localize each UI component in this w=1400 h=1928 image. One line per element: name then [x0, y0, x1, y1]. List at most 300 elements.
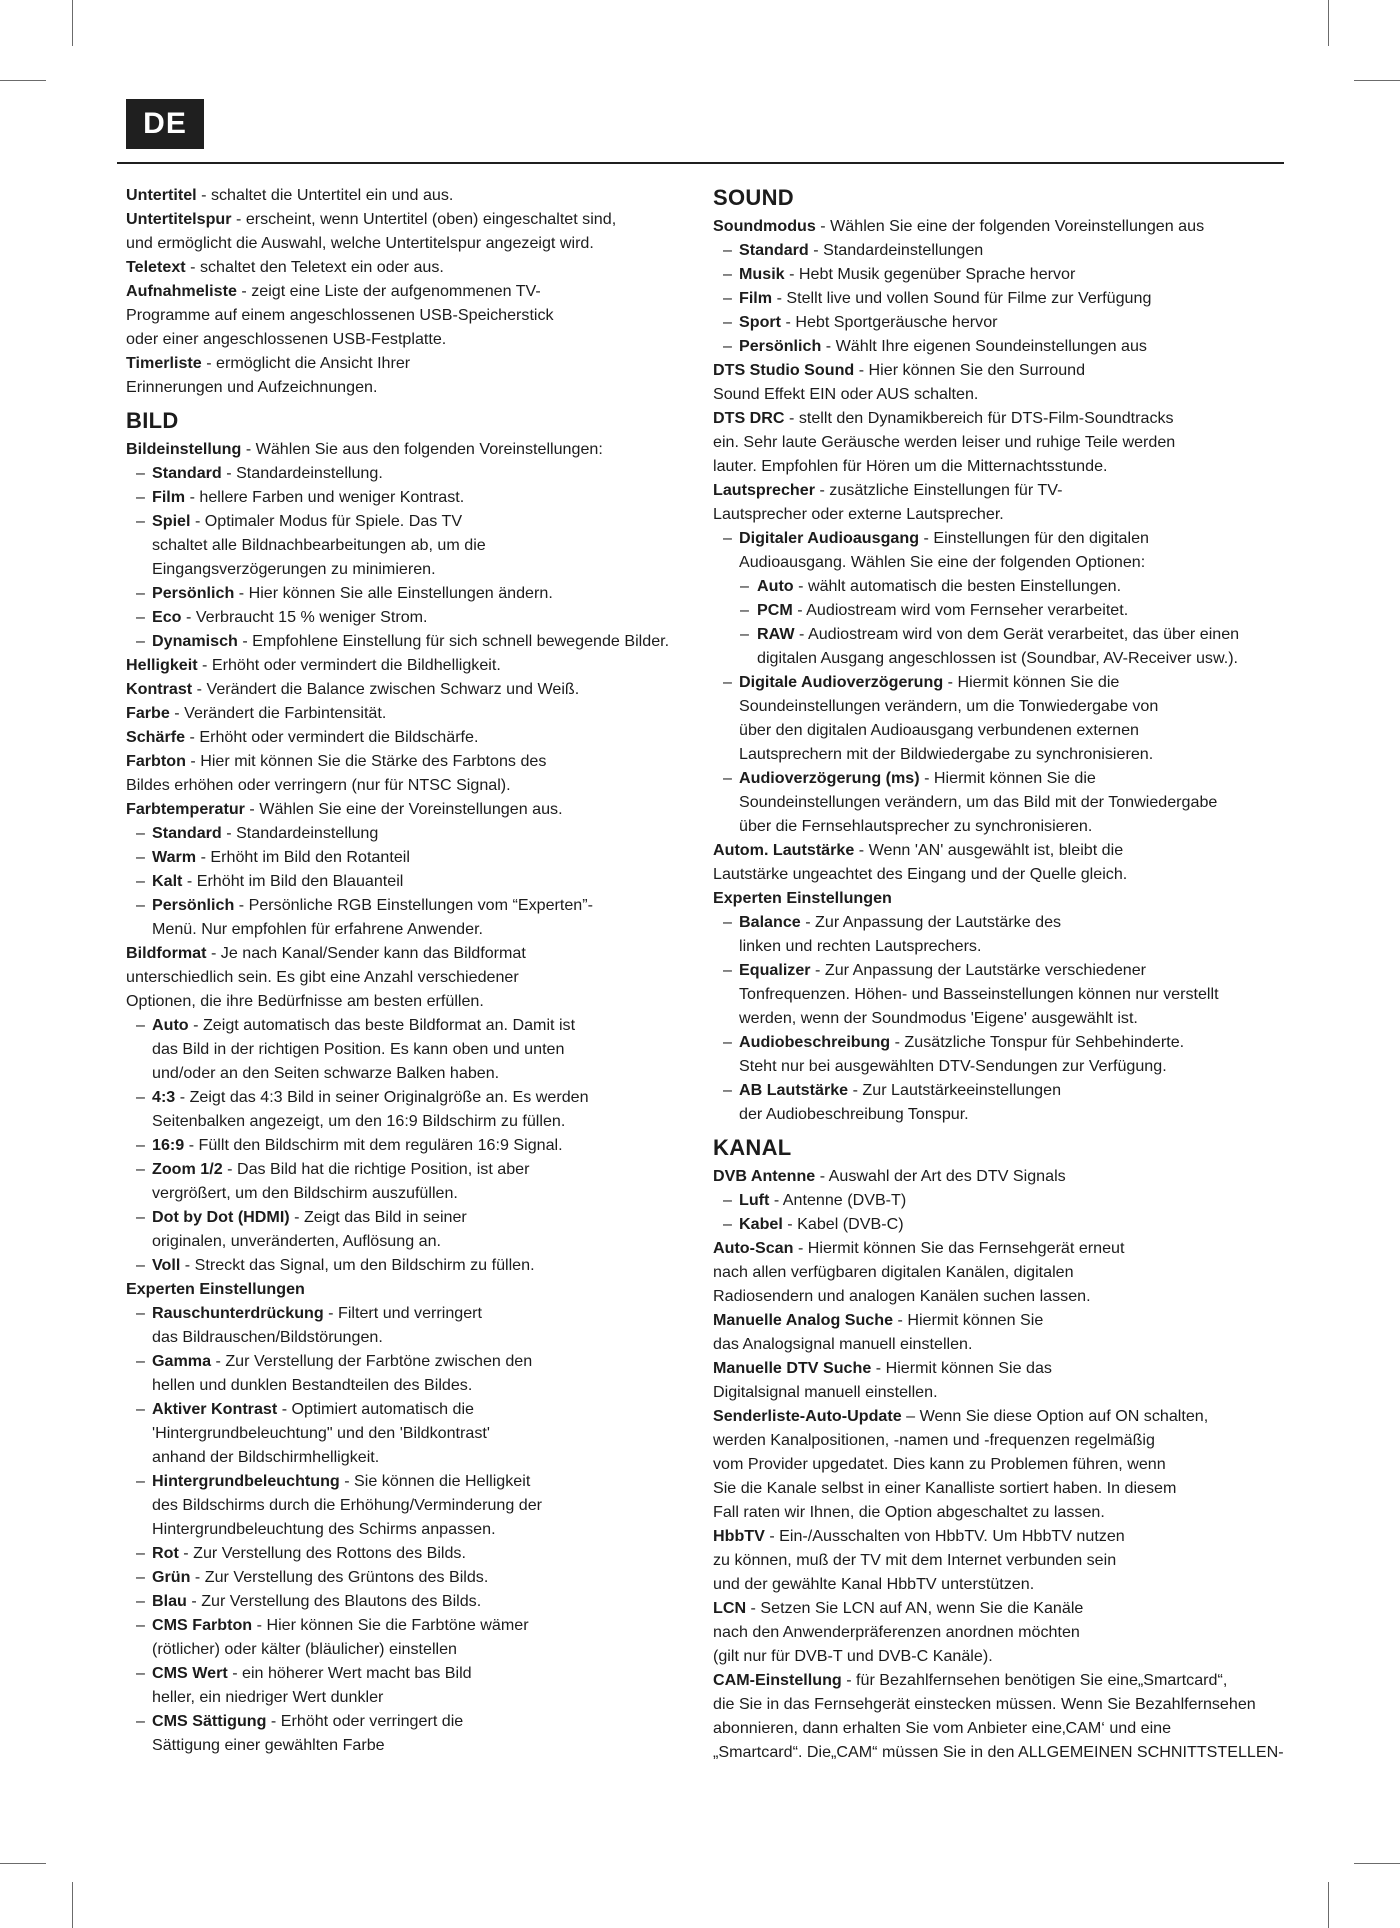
description: - Je nach Kanal/Sender kann das Bildformat: [206, 944, 526, 962]
text-line: [713, 1428, 1284, 1452]
description: Lautsprecher oder externe Lautsprecher.: [713, 505, 1004, 523]
list-item-continuation: [126, 557, 669, 581]
text-line: [126, 279, 669, 303]
term: Luft: [739, 1191, 770, 1209]
list-item: [126, 893, 669, 917]
description: Sound Effekt EIN oder AUS schalten.: [713, 385, 979, 403]
description: - Standardeinstellungen: [808, 241, 984, 259]
description: 'Hintergrundbeleuchtung" und den 'Bildkontrast': [152, 1424, 490, 1442]
term: Experten Einstellungen: [126, 1280, 305, 1298]
term: Untertitelspur: [126, 210, 232, 228]
term: Kabel: [739, 1215, 783, 1233]
text-line: [126, 773, 669, 797]
description: Tonfrequenzen. Höhen- und Basseinstellungen können nur verstellt: [739, 985, 1219, 1003]
term: DVB Antenne: [713, 1167, 816, 1185]
bild-section: [126, 437, 669, 1757]
text-line: [713, 1452, 1284, 1476]
description: - Hier können Sie die Farbtöne wämer: [252, 1616, 529, 1634]
term: CMS Sättigung: [152, 1712, 267, 1730]
section-heading-sound: SOUND: [713, 185, 794, 210]
description: nach den Anwenderpräferenzen anordnen möchten: [713, 1623, 1080, 1641]
sound-section: [713, 214, 1284, 1126]
term: Auto-Scan: [713, 1239, 794, 1257]
description: Menü. Nur empfohlen für erfahrene Anwender.: [152, 920, 484, 938]
text-line: [713, 1692, 1284, 1716]
text-line: [713, 382, 1284, 406]
list-item: [713, 670, 1284, 694]
text-line: [126, 375, 669, 399]
term: Aufnahmeliste: [126, 282, 237, 300]
text-line: [126, 725, 669, 749]
text-line: [713, 838, 1284, 862]
description: digitalen Ausgang angeschlossen ist (Soundbar, AV-Receiver usw.).: [757, 649, 1239, 667]
list-item: [126, 581, 669, 605]
term: PCM: [757, 601, 793, 619]
description: - Empfohlene Einstellung für sich schnell bewegende Bilder.: [237, 632, 670, 650]
description: - Einstellungen für den digitalen: [919, 529, 1149, 547]
text-line: [713, 1284, 1284, 1308]
description: das Bildrauschen/Bildstörungen.: [152, 1328, 383, 1346]
description: Fall raten wir Ihnen, die Option abgeschaltet zu lassen.: [713, 1503, 1105, 1521]
term: Hintergrundbeleuchtung: [152, 1472, 340, 1490]
description: - Persönliche RGB Einstellungen vom “Experten”-: [234, 896, 593, 914]
text-line: [713, 1500, 1284, 1524]
text-line: [713, 1548, 1284, 1572]
description: Lautstärke ungeachtet des Eingang und der Quelle gleich.: [713, 865, 1128, 883]
term: Musik: [739, 265, 785, 283]
text-line: [713, 1476, 1284, 1500]
term: Standard: [739, 241, 809, 259]
description: (rötlicher) oder kälter (bläulicher) einstellen: [152, 1640, 458, 1658]
description: - Hiermit können Sie: [893, 1311, 1044, 1329]
description: Audioausgang. Wählen Sie eine der folgenden Optionen:: [739, 553, 1146, 571]
description: anhand der Bildschirmhelligkeit.: [152, 1448, 380, 1466]
term: Rauschunterdrückung: [152, 1304, 324, 1322]
description: - Wählen Sie eine der Voreinstellungen aus.: [244, 800, 563, 818]
text-line: [126, 797, 669, 821]
intro-section: [126, 183, 669, 399]
term: Equalizer: [739, 961, 811, 979]
list-item: [126, 509, 669, 533]
list-item-continuation: [713, 790, 1284, 814]
crop-mark: [1328, 1882, 1329, 1928]
description: - Zur Lautstärkeeinstellungen: [848, 1081, 1062, 1099]
term: CAM-Einstellung: [713, 1671, 842, 1689]
list-item: [126, 1205, 669, 1229]
description: - Audiostream wird von dem Gerät verarbeitet, das über einen: [794, 625, 1240, 643]
description: - Zeigt das 4:3 Bild in seiner Originalgröße an. Es werden: [175, 1088, 589, 1106]
text-line: [713, 1404, 1284, 1428]
description: - Hebt Sportgeräusche hervor: [781, 313, 998, 331]
text-line: [713, 1332, 1284, 1356]
description: - Streckt das Signal, um den Bildschirm zu füllen.: [180, 1256, 535, 1274]
description: und/oder an den Seiten schwarze Balken haben.: [152, 1064, 500, 1082]
description: - Hier mit können Sie die Stärke des Farbtons des: [185, 752, 547, 770]
description: - Zur Verstellung des Blautons des Bilds.: [186, 1592, 482, 1610]
description: hellen und dunklen Bestandteilen des Bildes.: [152, 1376, 473, 1394]
term: Farbe: [126, 704, 170, 722]
text-line: [713, 1596, 1284, 1620]
term: Voll: [152, 1256, 181, 1274]
list-item-continuation: [713, 934, 1284, 958]
text-line: [713, 406, 1284, 430]
term: Bildeinstellung: [126, 440, 242, 458]
list-item-continuation: [713, 1054, 1284, 1078]
list-item: [126, 1349, 669, 1373]
term: CMS Farbton: [152, 1616, 253, 1634]
term: Balance: [739, 913, 801, 931]
list-item: [713, 766, 1284, 790]
description: - ein höherer Wert macht bas Bild: [227, 1664, 472, 1682]
description: - wählt automatisch die besten Einstellungen.: [793, 577, 1122, 595]
text-line: [713, 1164, 1284, 1188]
description: - Erhöht oder vermindert die Bildhelligkeit.: [197, 656, 501, 674]
list-item: [713, 910, 1284, 934]
list-item-continuation: [126, 533, 669, 557]
text-line: [126, 1277, 669, 1301]
description: - zusätzliche Einstellungen für TV-: [814, 481, 1063, 499]
description: - Wählen Sie aus den folgenden Voreinstellungen:: [241, 440, 603, 458]
description: - Sie können die Helligkeit: [339, 1472, 531, 1490]
description: Sättigung einer gewählten Farbe: [152, 1736, 385, 1754]
list-item: [126, 1397, 669, 1421]
list-item-continuation: [126, 1109, 669, 1133]
description: Lautsprechern mit der Bildwiedergabe zu synchronisieren.: [739, 745, 1154, 763]
description: über den digitalen Audioausgang verbundenen externen: [739, 721, 1139, 739]
list-item-continuation: [126, 1733, 669, 1757]
text-line: [126, 183, 669, 207]
description: - Erhöht oder vermindert die Bildschärfe.: [185, 728, 479, 746]
term: CMS Wert: [152, 1664, 228, 1682]
crop-mark: [72, 1882, 73, 1928]
description: vergrößert, um den Bildschirm auszufüllen.: [152, 1184, 458, 1202]
list-item: [126, 821, 669, 845]
description: - Verbraucht 15 % weniger Strom.: [181, 608, 428, 626]
description: - Antenne (DVB-T): [769, 1191, 907, 1209]
term: Grün: [152, 1568, 191, 1586]
text-line: [126, 941, 669, 965]
term: Sport: [739, 313, 782, 331]
description: nach allen verfügbaren digitalen Kanälen, digitalen: [713, 1263, 1074, 1281]
text-line: [713, 358, 1284, 382]
list-item: [126, 605, 669, 629]
term: DTS DRC: [713, 409, 785, 427]
description: ein. Sehr laute Geräusche werden leiser und ruhige Teile werden: [713, 433, 1176, 451]
description: - Filtert und verringert: [323, 1304, 483, 1322]
description: - Zur Verstellung des Grüntons des Bilds.: [190, 1568, 489, 1586]
term: Eco: [152, 608, 182, 626]
term: Dynamisch: [152, 632, 238, 650]
term: Blau: [152, 1592, 187, 1610]
list-item: [126, 1085, 669, 1109]
right-column: [713, 184, 1284, 1764]
description: (gilt nur für DVB-T und DVB-C Kanäle).: [713, 1647, 993, 1665]
term: Standard: [152, 464, 222, 482]
description: schaltet alle Bildnachbearbeitungen ab, um die: [152, 536, 486, 554]
text-line: [126, 653, 669, 677]
text-line: [126, 255, 669, 279]
term: Timerliste: [126, 354, 202, 372]
description: die Sie in das Fernsehgerät einstecken müssen. Wenn Sie Bezahlfernsehen: [713, 1695, 1256, 1713]
crop-mark: [0, 1863, 46, 1864]
description: zu können, muß der TV mit dem Internet verbunden sein: [713, 1551, 1117, 1569]
description: - stellt den Dynamikbereich für DTS-Film-Soundtracks: [784, 409, 1174, 427]
term: Kalt: [152, 872, 183, 890]
list-item: [126, 1589, 669, 1613]
list-item: [713, 1188, 1284, 1212]
description: abonnieren, dann erhalten Sie vom Anbieter eine‚CAM‘ und eine: [713, 1719, 1172, 1737]
description: über die Fernsehlautsprecher zu synchronisieren.: [739, 817, 1093, 835]
description: - Setzen Sie LCN auf AN, wenn Sie die Kanäle: [746, 1599, 1084, 1617]
description: - Optimaler Modus für Spiele. Das TV: [190, 512, 463, 530]
description: - Audiostream wird vom Fernseher verarbeitet.: [792, 601, 1129, 619]
description: - Zur Verstellung des Rottons des Bilds.: [178, 1544, 466, 1562]
language-badge: DE: [126, 99, 204, 149]
description: - Standardeinstellung: [221, 824, 379, 842]
list-item: [713, 526, 1284, 550]
term: 4:3: [152, 1088, 176, 1106]
list-item: [713, 598, 1284, 622]
description: Steht nur bei ausgewählten DTV-Sendungen zur Verfügung.: [739, 1057, 1167, 1075]
term: Helligkeit: [126, 656, 198, 674]
kanal-section: [713, 1164, 1284, 1764]
description: - für Bezahlfernsehen benötigen Sie eine„Smartcard“,: [841, 1671, 1228, 1689]
description: unterschiedlich sein. Es gibt eine Anzahl verschiedener: [126, 968, 519, 986]
description: und ermöglicht die Auswahl, welche Untertitelspur angezeigt wird.: [126, 234, 594, 252]
term: Untertitel: [126, 186, 197, 204]
term: Teletext: [126, 258, 186, 276]
list-item: [126, 629, 669, 653]
section-heading-bild: BILD: [126, 408, 179, 433]
description: - Erhöht im Bild den Blauanteil: [182, 872, 404, 890]
description: - Stellt live und vollen Sound für Filme zur Verfügung: [772, 289, 1152, 307]
list-item-continuation: [126, 1517, 669, 1541]
term: DTS Studio Sound: [713, 361, 855, 379]
term: Auto: [757, 577, 794, 595]
description: - Ein-/Ausschalten von HbbTV. Um HbbTV nutzen: [764, 1527, 1125, 1545]
text-line: [713, 1356, 1284, 1380]
list-item-continuation: [713, 1102, 1284, 1126]
list-item-continuation: [126, 1061, 669, 1085]
description: - Das Bild hat die richtige Position, ist aber: [222, 1160, 530, 1178]
description: Hintergrundbeleuchtung des Schirms anpassen.: [152, 1520, 496, 1538]
list-item-continuation: [126, 1493, 669, 1517]
term: AB Lautstärke: [739, 1081, 849, 1099]
term: Kontrast: [126, 680, 193, 698]
text-line: [126, 701, 669, 725]
list-item: [713, 622, 1284, 646]
list-item: [126, 1541, 669, 1565]
list-item: [126, 845, 669, 869]
description: - Optimiert automatisch die: [277, 1400, 474, 1418]
term: Lautsprecher: [713, 481, 815, 499]
crop-mark: [0, 80, 46, 81]
description: - Hiermit können Sie die: [943, 673, 1120, 691]
list-item-continuation: [126, 1445, 669, 1469]
description: - Zur Verstellung der Farbtöne zwischen den: [211, 1352, 533, 1370]
term: Schärfe: [126, 728, 186, 746]
term: Spiel: [152, 512, 191, 530]
list-item-continuation: [713, 814, 1284, 838]
list-item-continuation: [126, 1373, 669, 1397]
term: HbbTV: [713, 1527, 765, 1545]
description: das Bild in der richtigen Position. Es kann oben und unten: [152, 1040, 565, 1058]
description: - Erhöht oder verringert die: [266, 1712, 464, 1730]
list-item: [126, 485, 669, 509]
text-line: [126, 351, 669, 375]
list-item-continuation: [713, 982, 1284, 1006]
description: Programme auf einem angeschlossenen USB-Speicherstick: [126, 306, 554, 324]
term: Film: [739, 289, 773, 307]
text-line: [713, 454, 1284, 478]
term: Audioverzögerung (ms): [739, 769, 920, 787]
list-item-continuation: [713, 694, 1284, 718]
term: Persönlich: [152, 896, 235, 914]
text-line: [713, 478, 1284, 502]
list-item: [713, 262, 1284, 286]
description: - Hiermit können Sie die: [919, 769, 1096, 787]
term: Dot by Dot (HDMI): [152, 1208, 290, 1226]
term: Digitaler Audioausgang: [739, 529, 920, 547]
description: - Hiermit können Sie das: [871, 1359, 1052, 1377]
text-line: [713, 1668, 1284, 1692]
description: Soundeinstellungen verändern, um die Tonwiedergabe von: [739, 697, 1159, 715]
description: - Wählen Sie eine der folgenden Voreinstellungen aus: [815, 217, 1205, 235]
crop-mark: [72, 0, 73, 46]
list-item: [713, 1212, 1284, 1236]
term: Autom. Lautstärke: [713, 841, 855, 859]
description: - Kabel (DVB-C): [782, 1215, 904, 1233]
description: - Erhöht im Bild den Rotanteil: [196, 848, 410, 866]
description: der Audiobeschreibung Tonspur.: [739, 1105, 969, 1123]
text-line: [713, 1260, 1284, 1284]
text-line: [126, 327, 669, 351]
description: Bildes erhöhen oder verringern (nur für NTSC Signal).: [126, 776, 511, 794]
text-line: [713, 1524, 1284, 1548]
description: - Hier können Sie den Surround: [854, 361, 1086, 379]
list-item: [713, 1030, 1284, 1054]
description: - Wählt Ihre eigenen Soundeinstellungen aus: [821, 337, 1147, 355]
description: - Hier können Sie alle Einstellungen ändern.: [234, 584, 553, 602]
term: Film: [152, 488, 186, 506]
term: Warm: [152, 848, 197, 866]
description: - ermöglicht die Ansicht Ihrer: [201, 354, 411, 372]
description: - hellere Farben und weniger Kontrast.: [185, 488, 465, 506]
text-line: [126, 677, 669, 701]
list-item: [126, 1013, 669, 1037]
list-item-continuation: [713, 646, 1284, 670]
list-item: [713, 238, 1284, 262]
list-item: [126, 461, 669, 485]
description: - Verändert die Balance zwischen Schwarz und Weiß.: [192, 680, 580, 698]
list-item: [126, 1133, 669, 1157]
description: Erinnerungen und Aufzeichnungen.: [126, 378, 378, 396]
text-line: [126, 989, 669, 1013]
description: Optionen, die ihre Bedürfnisse am besten erfüllen.: [126, 992, 484, 1010]
term: Soundmodus: [713, 217, 816, 235]
list-item: [126, 1253, 669, 1277]
description: - Verändert die Farbintensität.: [169, 704, 387, 722]
description: linken und rechten Lautsprechers.: [739, 937, 982, 955]
description: - zeigt eine Liste der aufgenommenen TV-: [236, 282, 541, 300]
list-item-continuation: [126, 1229, 669, 1253]
list-item-continuation: [126, 917, 669, 941]
list-item-continuation: [126, 1637, 669, 1661]
list-item: [126, 1661, 669, 1685]
crop-mark: [1354, 1863, 1400, 1864]
text-line: [126, 965, 669, 989]
section-heading-kanal: KANAL: [713, 1135, 792, 1160]
text-line: [126, 303, 669, 327]
description: lauter. Empfohlen für Hören um die Mitternachtsstunde.: [713, 457, 1108, 475]
term: Farbton: [126, 752, 186, 770]
list-item-continuation: [713, 550, 1284, 574]
text-line: [126, 231, 669, 255]
description: heller, ein niedriger Wert dunkler: [152, 1688, 384, 1706]
text-line: [713, 862, 1284, 886]
term: Auto: [152, 1016, 189, 1034]
description: Soundeinstellungen verändern, um das Bild mit der Tonwiedergabe: [739, 793, 1218, 811]
term: Persönlich: [152, 584, 235, 602]
text-line: [126, 437, 669, 461]
list-item-continuation: [126, 1421, 669, 1445]
text-line: [713, 1644, 1284, 1668]
term: Experten Einstellungen: [713, 889, 892, 907]
description: des Bildschirms durch die Erhöhung/Verminderung der: [152, 1496, 543, 1514]
term: Audiobeschreibung: [739, 1033, 891, 1051]
crop-mark: [1328, 0, 1329, 46]
list-item: [713, 286, 1284, 310]
list-item: [713, 310, 1284, 334]
description: Radiosendern und analogen Kanälen suchen lassen.: [713, 1287, 1091, 1305]
description: und der gewählte Kanal HbbTV unterstützen.: [713, 1575, 1035, 1593]
description: - Hebt Musik gegenüber Sprache hervor: [784, 265, 1076, 283]
list-item: [713, 1078, 1284, 1102]
description: - Zur Anpassung der Lautstärke verschiedener: [810, 961, 1147, 979]
text-line: [713, 1716, 1284, 1740]
text-line: [713, 502, 1284, 526]
term: Aktiver Kontrast: [152, 1400, 278, 1418]
description: - Hiermit können Sie das Fernsehgerät erneut: [793, 1239, 1125, 1257]
list-item: [126, 1613, 669, 1637]
description: Sie die Kanale selbst in einer Kanalliste sortiert haben. In diesem: [713, 1479, 1177, 1497]
description: „Smartcard“. Die„CAM“ müssen Sie in den ALLGEMEINEN SCHNITTSTELLEN-: [713, 1743, 1284, 1761]
text-line: [126, 207, 669, 231]
list-item: [126, 869, 669, 893]
description: - Zeigt automatisch das beste Bildformat an. Damit ist: [188, 1016, 576, 1034]
description: - schaltet den Teletext ein oder aus.: [185, 258, 444, 276]
text-line: [713, 886, 1284, 910]
list-item: [713, 334, 1284, 358]
list-item-continuation: [713, 718, 1284, 742]
description: oder einer angeschlossenen USB-Festplatte.: [126, 330, 447, 348]
term: Farbtemperatur: [126, 800, 245, 818]
list-item: [713, 958, 1284, 982]
term: LCN: [713, 1599, 747, 1617]
description: Digitalsignal manuell einstellen.: [713, 1383, 938, 1401]
description: - Füllt den Bildschirm mit dem regulären 16:9 Signal.: [184, 1136, 563, 1154]
description: - Zeigt das Bild in seiner: [289, 1208, 467, 1226]
term: Persönlich: [739, 337, 822, 355]
description: - Zur Anpassung der Lautstärke des: [800, 913, 1062, 931]
list-item: [126, 1469, 669, 1493]
list-item-continuation: [126, 1325, 669, 1349]
list-item: [713, 574, 1284, 598]
list-item-continuation: [713, 1006, 1284, 1030]
list-item: [126, 1301, 669, 1325]
left-column: [126, 183, 669, 1757]
term: Standard: [152, 824, 222, 842]
